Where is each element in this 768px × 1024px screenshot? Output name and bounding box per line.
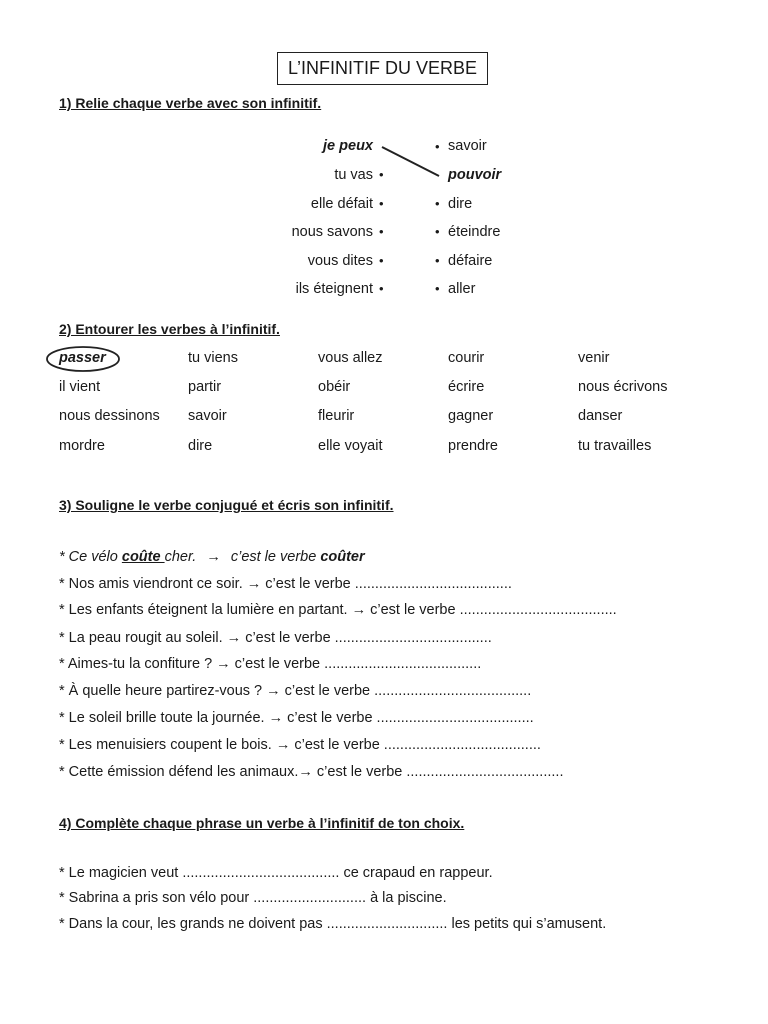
ex2-word: obéir (318, 379, 351, 395)
ex3-example-pre: * Ce vélo (59, 549, 122, 565)
arrow-icon: → (206, 549, 221, 565)
ex1-left-item: nous savons (291, 224, 373, 240)
ex1-bullet: • (379, 281, 384, 296)
ex3-example-answer-pre: c’est le verbe (230, 549, 321, 565)
ex1-bullet: • (435, 224, 440, 239)
ex1-right-item: pouvoir (448, 167, 502, 183)
ex3-line: * Cette émission défend les animaux.→ c’est le verbe ....................................... (59, 764, 564, 780)
ex3-example-post: cher. (164, 549, 197, 565)
ex1-bullet: • (379, 196, 384, 211)
ex1-right-item: dire (448, 196, 473, 212)
ex2-heading: 2) Entourer les verbes à l’infinitif. (59, 321, 280, 337)
ex2-word: nous dessinons (59, 408, 160, 424)
ex2-word: savoir (188, 408, 227, 424)
ex2-word: il vient (59, 379, 101, 395)
ex3-line: * Le soleil brille toute la journée. → c’est le verbe ....................................... (59, 710, 534, 726)
ex1-right-item: défaire (448, 253, 493, 269)
ex1-bullet: • (379, 167, 384, 182)
ex1-example-link-line (0, 0, 768, 320)
ex2-word: passer (59, 350, 106, 366)
ex1-left-item: je peux (323, 138, 373, 154)
ex3-example-line (59, 549, 365, 565)
ex3-line: * À quelle heure partirez-vous ? → c’est le verbe ....................................... (59, 683, 532, 699)
ex2-word: partir (188, 379, 222, 395)
ex3-example-verb: coûte (121, 549, 165, 565)
ex1-bullet: • (435, 253, 440, 268)
ex4-heading: 4) Complète chaque phrase un verbe à l’infinitif de ton choix. (59, 815, 465, 831)
ex2-word: venir (578, 350, 610, 366)
ex1-right-item: éteindre (448, 224, 501, 240)
ex2-word: nous écrivons (578, 379, 668, 395)
ex4-line: * Le magicien veut ....................................... ce crapaud en rappeur. (59, 865, 493, 881)
ex1-heading: 1) Relie chaque verbe avec son infinitif. (59, 95, 322, 111)
ex1-bullet: • (379, 253, 384, 268)
ex2-word: gagner (448, 408, 494, 424)
ex2-word: tu travailles (578, 438, 652, 454)
ex1-right-item: aller (448, 281, 476, 297)
ex2-word: dire (188, 438, 213, 454)
ex3-line: * Aimes-tu la confiture ? → c’est le verbe ....................................... (59, 656, 482, 672)
ex2-word: fleurir (318, 408, 355, 424)
ex4-line: * Sabrina a pris son vélo pour ............................ à la piscine. (59, 890, 447, 906)
ex2-word: courir (448, 350, 485, 366)
ex1-bullet: • (435, 196, 440, 211)
ex2-word: mordre (59, 438, 105, 454)
ex1-right-item: savoir (448, 138, 487, 154)
ex1-bullet: • (435, 281, 440, 296)
ex3-line: * Nos amis viendront ce soir. → c’est le verbe ....................................... (59, 576, 512, 592)
ex1-left-item: ils éteignent (295, 281, 373, 297)
ex3-line: * Les enfants éteignent la lumière en partant. → c’est le verbe ....................................... (59, 602, 617, 618)
ex3-line: * La peau rougit au soleil. → c’est le verbe ....................................... (59, 630, 492, 646)
ex2-word: prendre (448, 438, 498, 454)
ex4-line: * Dans la cour, les grands ne doivent pas .............................. les petits qui s’amusent. (59, 916, 607, 932)
ex1-bullet: • (435, 139, 440, 154)
ex3-heading: 3) Souligne le verbe conjugué et écris son infinitif. (59, 497, 394, 513)
ex3-example-answer: coûter (320, 549, 365, 565)
ex2-word: écrire (448, 379, 485, 395)
page-title: L’INFINITIF DU VERBE (277, 52, 488, 85)
ex1-bullet: • (379, 224, 384, 239)
ex1-left-item: vous dites (307, 253, 373, 269)
ex2-word: vous allez (318, 350, 383, 366)
ex2-word: elle voyait (318, 438, 383, 454)
ex2-word: danser (578, 408, 623, 424)
ex2-word: tu viens (188, 350, 238, 366)
ex1-left-item: elle défait (310, 196, 373, 212)
ex1-left-item: tu vas (334, 167, 373, 183)
ex3-line: * Les menuisiers coupent le bois. → c’est le verbe ....................................... (59, 737, 541, 753)
